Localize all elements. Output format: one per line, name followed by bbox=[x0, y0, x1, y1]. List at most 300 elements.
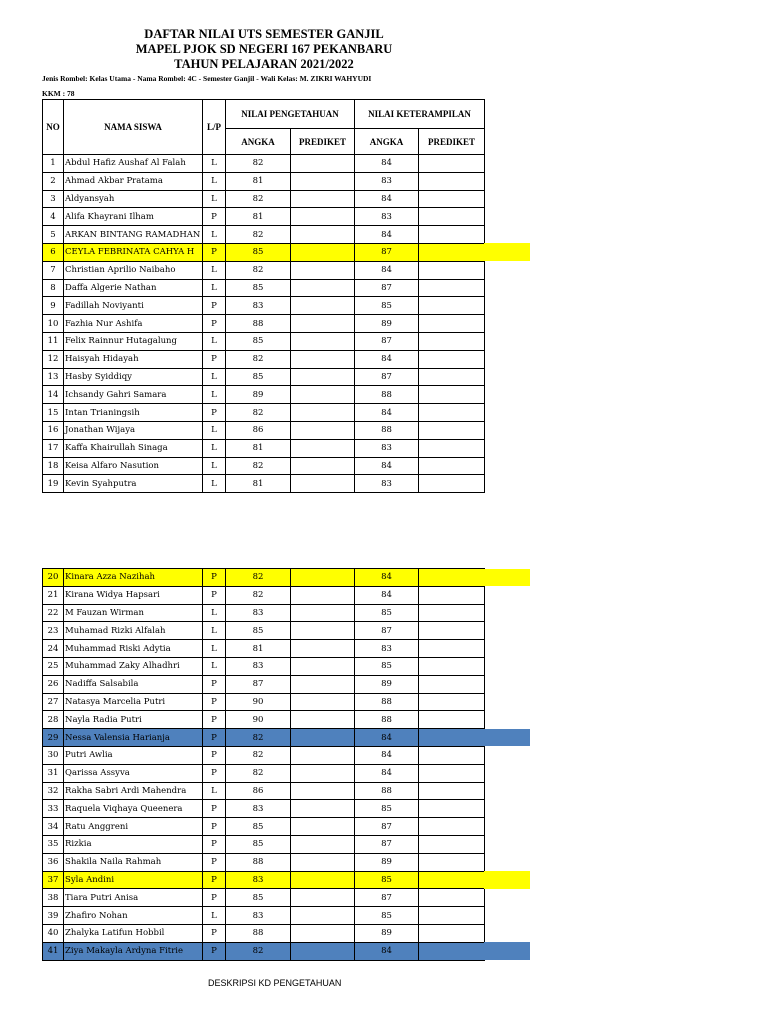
title-line-1: DAFTAR NILAI UTS SEMESTER GANJIL bbox=[144, 27, 384, 41]
cell-predikat-pengetahuan bbox=[291, 586, 355, 604]
cell-nama: Hasby Syiddiqy bbox=[64, 368, 203, 386]
cell-predikat-keterampilan bbox=[419, 800, 485, 818]
cell-angka-pengetahuan: 83 bbox=[226, 871, 291, 889]
cell-nama: Muhammad Riski Adytia bbox=[64, 640, 203, 658]
cell-predikat-pengetahuan bbox=[291, 279, 355, 297]
cell-predikat-keterampilan bbox=[419, 640, 485, 658]
cell-predikat-keterampilan bbox=[419, 693, 485, 711]
table-row bbox=[43, 835, 485, 853]
col-header-keterampilan: NILAI KETERAMPILAN bbox=[355, 100, 485, 129]
cell-no: 6 bbox=[43, 243, 64, 261]
cell-no: 1 bbox=[43, 155, 64, 173]
cell-no: 30 bbox=[43, 746, 64, 764]
cell-predikat-keterampilan bbox=[419, 439, 485, 457]
cell-angka-keterampilan: 84 bbox=[355, 746, 419, 764]
cell-predikat-keterampilan bbox=[419, 243, 485, 261]
cell-angka-keterampilan: 87 bbox=[355, 818, 419, 836]
cell-angka-pengetahuan: 85 bbox=[226, 818, 291, 836]
cell-angka-keterampilan: 84 bbox=[355, 586, 419, 604]
table-row bbox=[43, 172, 485, 190]
cell-lp: P bbox=[203, 404, 226, 422]
cell-angka-keterampilan: 84 bbox=[355, 764, 419, 782]
cell-lp: P bbox=[203, 350, 226, 368]
cell-angka-keterampilan: 84 bbox=[355, 226, 419, 244]
cell-no: 14 bbox=[43, 386, 64, 404]
cell-predikat-keterampilan bbox=[419, 711, 485, 729]
cell-lp: P bbox=[203, 675, 226, 693]
cell-lp: L bbox=[203, 190, 226, 208]
table-row bbox=[43, 439, 485, 457]
cell-angka-pengetahuan: 82 bbox=[226, 404, 291, 422]
cell-predikat-pengetahuan bbox=[291, 835, 355, 853]
cell-no: 33 bbox=[43, 800, 64, 818]
cell-predikat-pengetahuan bbox=[291, 190, 355, 208]
cell-no: 41 bbox=[43, 942, 64, 960]
cell-angka-pengetahuan: 83 bbox=[226, 604, 291, 622]
cell-nama: Nessa Valensia Harianja bbox=[64, 729, 203, 747]
cell-predikat-pengetahuan bbox=[291, 907, 355, 925]
cell-lp: P bbox=[203, 693, 226, 711]
cell-angka-keterampilan: 84 bbox=[355, 155, 419, 173]
cell-nama: Syla Andini bbox=[64, 871, 203, 889]
cell-lp: P bbox=[203, 924, 226, 942]
cell-nama: Rakha Sabri Ardi Mahendra bbox=[64, 782, 203, 800]
cell-no: 16 bbox=[43, 421, 64, 439]
cell-nama: Kevin Syahputra bbox=[64, 475, 203, 493]
cell-nama: Fadillah Noviyanti bbox=[64, 297, 203, 315]
cell-lp: P bbox=[203, 800, 226, 818]
cell-no: 29 bbox=[43, 729, 64, 747]
cell-predikat-pengetahuan bbox=[291, 746, 355, 764]
cell-nama: Zhalyka Latifun Hobbil bbox=[64, 924, 203, 942]
cell-lp: P bbox=[203, 942, 226, 960]
cell-angka-keterampilan: 87 bbox=[355, 243, 419, 261]
cell-predikat-pengetahuan bbox=[291, 924, 355, 942]
cell-no: 35 bbox=[43, 835, 64, 853]
cell-predikat-pengetahuan bbox=[291, 350, 355, 368]
cell-no: 9 bbox=[43, 297, 64, 315]
cell-angka-pengetahuan: 85 bbox=[226, 368, 291, 386]
cell-predikat-keterampilan bbox=[419, 729, 485, 747]
table-row bbox=[43, 746, 485, 764]
cell-angka-pengetahuan: 83 bbox=[226, 907, 291, 925]
cell-predikat-pengetahuan bbox=[291, 457, 355, 475]
cell-predikat-pengetahuan bbox=[291, 657, 355, 675]
cell-angka-keterampilan: 88 bbox=[355, 693, 419, 711]
table-row bbox=[43, 226, 485, 244]
cell-predikat-pengetahuan bbox=[291, 871, 355, 889]
table-row bbox=[43, 261, 485, 279]
cell-predikat-pengetahuan bbox=[291, 439, 355, 457]
cell-angka-pengetahuan: 85 bbox=[226, 835, 291, 853]
table-row bbox=[43, 800, 485, 818]
cell-predikat-keterampilan bbox=[419, 586, 485, 604]
cell-lp: P bbox=[203, 853, 226, 871]
cell-lp: L bbox=[203, 279, 226, 297]
col-header-lp: L/P bbox=[203, 100, 226, 155]
table-row bbox=[43, 657, 485, 675]
cell-angka-keterampilan: 89 bbox=[355, 853, 419, 871]
table-row bbox=[43, 604, 485, 622]
table-row bbox=[43, 457, 485, 475]
footer-label: DESKRIPSI KD PENGETAHUAN bbox=[208, 978, 342, 988]
cell-lp: P bbox=[203, 729, 226, 747]
table-row bbox=[43, 889, 485, 907]
cell-no: 18 bbox=[43, 457, 64, 475]
cell-nama: Ahmad Akbar Pratama bbox=[64, 172, 203, 190]
cell-nama: Rizkia bbox=[64, 835, 203, 853]
cell-angka-keterampilan: 84 bbox=[355, 729, 419, 747]
cell-predikat-pengetahuan bbox=[291, 332, 355, 350]
cell-angka-pengetahuan: 82 bbox=[226, 261, 291, 279]
table-row bbox=[43, 711, 485, 729]
table-row bbox=[43, 569, 485, 587]
cell-no: 8 bbox=[43, 279, 64, 297]
cell-predikat-pengetahuan bbox=[291, 818, 355, 836]
cell-no: 12 bbox=[43, 350, 64, 368]
cell-nama: Nayla Radia Putri bbox=[64, 711, 203, 729]
cell-lp: P bbox=[203, 818, 226, 836]
cell-nama: Christian Aprilio Naibaho bbox=[64, 261, 203, 279]
cell-nama: Alifa Khayrani Ilham bbox=[64, 208, 203, 226]
cell-angka-keterampilan: 83 bbox=[355, 640, 419, 658]
cell-angka-keterampilan: 88 bbox=[355, 386, 419, 404]
cell-nama: Shakila Naila Rahmah bbox=[64, 853, 203, 871]
cell-lp: P bbox=[203, 315, 226, 333]
cell-no: 2 bbox=[43, 172, 64, 190]
cell-angka-pengetahuan: 81 bbox=[226, 208, 291, 226]
cell-predikat-pengetahuan bbox=[291, 675, 355, 693]
cell-predikat-pengetahuan bbox=[291, 297, 355, 315]
cell-predikat-keterampilan bbox=[419, 475, 485, 493]
cell-angka-keterampilan: 84 bbox=[355, 350, 419, 368]
cell-nama: Ichsandy Gahri Samara bbox=[64, 386, 203, 404]
cell-predikat-pengetahuan bbox=[291, 729, 355, 747]
cell-lp: P bbox=[203, 764, 226, 782]
cell-predikat-pengetahuan bbox=[291, 404, 355, 422]
col-header-predikat-pengetahuan: PREDIKET bbox=[291, 129, 355, 155]
cell-predikat-keterampilan bbox=[419, 155, 485, 173]
cell-predikat-keterampilan bbox=[419, 261, 485, 279]
cell-predikat-pengetahuan bbox=[291, 889, 355, 907]
cell-predikat-keterampilan bbox=[419, 457, 485, 475]
cell-lp: L bbox=[203, 622, 226, 640]
table-row bbox=[43, 871, 485, 889]
cell-predikat-keterampilan bbox=[419, 368, 485, 386]
cell-angka-pengetahuan: 86 bbox=[226, 421, 291, 439]
table-row bbox=[43, 764, 485, 782]
cell-no: 25 bbox=[43, 657, 64, 675]
cell-lp: L bbox=[203, 782, 226, 800]
cell-angka-pengetahuan: 82 bbox=[226, 155, 291, 173]
cell-lp: P bbox=[203, 871, 226, 889]
table-row bbox=[43, 782, 485, 800]
cell-no: 26 bbox=[43, 675, 64, 693]
table-row bbox=[43, 640, 485, 658]
cell-predikat-keterampilan bbox=[419, 208, 485, 226]
cell-lp: L bbox=[203, 421, 226, 439]
cell-predikat-pengetahuan bbox=[291, 155, 355, 173]
cell-nama: Jonathan Wijaya bbox=[64, 421, 203, 439]
cell-angka-keterampilan: 83 bbox=[355, 172, 419, 190]
cell-angka-pengetahuan: 81 bbox=[226, 640, 291, 658]
cell-predikat-pengetahuan bbox=[291, 711, 355, 729]
table-row bbox=[43, 818, 485, 836]
cell-no: 21 bbox=[43, 586, 64, 604]
cell-nama: Putri Awlia bbox=[64, 746, 203, 764]
grades-table-page1 bbox=[42, 99, 485, 493]
cell-predikat-pengetahuan bbox=[291, 315, 355, 333]
cell-angka-keterampilan: 83 bbox=[355, 208, 419, 226]
table-row bbox=[43, 586, 485, 604]
table-row bbox=[43, 907, 485, 925]
cell-angka-pengetahuan: 82 bbox=[226, 457, 291, 475]
cell-no: 20 bbox=[43, 569, 64, 587]
cell-angka-keterampilan: 87 bbox=[355, 279, 419, 297]
cell-predikat-keterampilan bbox=[419, 818, 485, 836]
cell-angka-pengetahuan: 88 bbox=[226, 853, 291, 871]
cell-no: 13 bbox=[43, 368, 64, 386]
cell-no: 4 bbox=[43, 208, 64, 226]
cell-angka-keterampilan: 85 bbox=[355, 604, 419, 622]
cell-nama: Ratu Anggreni bbox=[64, 818, 203, 836]
cell-predikat-keterampilan bbox=[419, 622, 485, 640]
cell-predikat-pengetahuan bbox=[291, 942, 355, 960]
cell-predikat-keterampilan bbox=[419, 386, 485, 404]
cell-angka-keterampilan: 87 bbox=[355, 332, 419, 350]
cell-nama: Fazhia Nur Ashifa bbox=[64, 315, 203, 333]
cell-predikat-keterampilan bbox=[419, 172, 485, 190]
cell-predikat-pengetahuan bbox=[291, 243, 355, 261]
cell-angka-pengetahuan: 81 bbox=[226, 439, 291, 457]
cell-nama: Tiara Putri Anisa bbox=[64, 889, 203, 907]
table-row bbox=[43, 942, 485, 960]
cell-predikat-keterampilan bbox=[419, 569, 485, 587]
cell-predikat-keterampilan bbox=[419, 404, 485, 422]
cell-angka-keterampilan: 83 bbox=[355, 439, 419, 457]
row-highlight-extension bbox=[484, 942, 530, 960]
cell-angka-pengetahuan: 83 bbox=[226, 800, 291, 818]
table-row bbox=[43, 155, 485, 173]
table-row bbox=[43, 421, 485, 439]
cell-predikat-pengetahuan bbox=[291, 604, 355, 622]
cell-angka-pengetahuan: 90 bbox=[226, 711, 291, 729]
cell-predikat-pengetahuan bbox=[291, 693, 355, 711]
kkm-label: KKM : 78 bbox=[42, 89, 75, 98]
cell-predikat-keterampilan bbox=[419, 853, 485, 871]
cell-no: 11 bbox=[43, 332, 64, 350]
cell-angka-pengetahuan: 87 bbox=[226, 675, 291, 693]
cell-lp: P bbox=[203, 208, 226, 226]
cell-angka-pengetahuan: 82 bbox=[226, 350, 291, 368]
cell-no: 37 bbox=[43, 871, 64, 889]
cell-angka-keterampilan: 88 bbox=[355, 421, 419, 439]
cell-angka-keterampilan: 88 bbox=[355, 782, 419, 800]
cell-angka-keterampilan: 85 bbox=[355, 907, 419, 925]
table-row bbox=[43, 279, 485, 297]
table-body-page2 bbox=[43, 569, 485, 961]
cell-predikat-pengetahuan bbox=[291, 782, 355, 800]
cell-angka-keterampilan: 85 bbox=[355, 871, 419, 889]
cell-no: 32 bbox=[43, 782, 64, 800]
cell-no: 27 bbox=[43, 693, 64, 711]
cell-predikat-pengetahuan bbox=[291, 764, 355, 782]
cell-angka-keterampilan: 87 bbox=[355, 368, 419, 386]
cell-angka-keterampilan: 89 bbox=[355, 315, 419, 333]
cell-angka-keterampilan: 89 bbox=[355, 924, 419, 942]
cell-lp: L bbox=[203, 226, 226, 244]
cell-angka-keterampilan: 88 bbox=[355, 711, 419, 729]
table-row bbox=[43, 693, 485, 711]
table-row bbox=[43, 332, 485, 350]
cell-no: 28 bbox=[43, 711, 64, 729]
cell-angka-pengetahuan: 82 bbox=[226, 764, 291, 782]
cell-predikat-keterampilan bbox=[419, 657, 485, 675]
class-info: Jenis Rombel: Kelas Utama - Nama Rombel: 4C - Semester Ganjil - Wali Kelas: M. ZIKRI WAHYUDI bbox=[42, 74, 372, 83]
cell-predikat-pengetahuan bbox=[291, 172, 355, 190]
table-row bbox=[43, 368, 485, 386]
table-row bbox=[43, 404, 485, 422]
cell-lp: L bbox=[203, 155, 226, 173]
table-row bbox=[43, 350, 485, 368]
cell-nama: CEYLA FEBRINATA CAHYA H bbox=[64, 243, 203, 261]
cell-angka-keterampilan: 87 bbox=[355, 622, 419, 640]
cell-predikat-pengetahuan bbox=[291, 421, 355, 439]
cell-lp: L bbox=[203, 261, 226, 279]
cell-predikat-pengetahuan bbox=[291, 261, 355, 279]
cell-nama: Daffa Algerie Nathan bbox=[64, 279, 203, 297]
grades-table-page2 bbox=[42, 568, 485, 961]
cell-angka-pengetahuan: 83 bbox=[226, 657, 291, 675]
cell-angka-keterampilan: 84 bbox=[355, 190, 419, 208]
table-row bbox=[43, 386, 485, 404]
cell-lp: L bbox=[203, 368, 226, 386]
cell-no: 39 bbox=[43, 907, 64, 925]
cell-no: 10 bbox=[43, 315, 64, 333]
cell-angka-pengetahuan: 81 bbox=[226, 172, 291, 190]
cell-lp: P bbox=[203, 835, 226, 853]
table-row bbox=[43, 924, 485, 942]
cell-angka-pengetahuan: 82 bbox=[226, 729, 291, 747]
cell-predikat-pengetahuan bbox=[291, 800, 355, 818]
cell-lp: L bbox=[203, 657, 226, 675]
table-row bbox=[43, 208, 485, 226]
table-row bbox=[43, 729, 485, 747]
row-highlight-extension bbox=[484, 729, 530, 747]
cell-predikat-pengetahuan bbox=[291, 208, 355, 226]
cell-nama: Keisa Alfaro Nasution bbox=[64, 457, 203, 475]
cell-angka-pengetahuan: 82 bbox=[226, 942, 291, 960]
cell-no: 38 bbox=[43, 889, 64, 907]
cell-predikat-keterampilan bbox=[419, 907, 485, 925]
cell-lp: P bbox=[203, 586, 226, 604]
cell-predikat-keterampilan bbox=[419, 315, 485, 333]
cell-predikat-keterampilan bbox=[419, 332, 485, 350]
cell-nama: Kinara Azza Nazihah bbox=[64, 569, 203, 587]
cell-lp: L bbox=[203, 907, 226, 925]
cell-angka-keterampilan: 84 bbox=[355, 569, 419, 587]
cell-predikat-keterampilan bbox=[419, 675, 485, 693]
cell-angka-pengetahuan: 82 bbox=[226, 746, 291, 764]
cell-no: 15 bbox=[43, 404, 64, 422]
cell-lp: L bbox=[203, 457, 226, 475]
cell-predikat-pengetahuan bbox=[291, 226, 355, 244]
cell-angka-pengetahuan: 85 bbox=[226, 889, 291, 907]
cell-predikat-keterampilan bbox=[419, 942, 485, 960]
cell-lp: L bbox=[203, 640, 226, 658]
cell-angka-pengetahuan: 85 bbox=[226, 279, 291, 297]
cell-lp: L bbox=[203, 172, 226, 190]
cell-angka-keterampilan: 84 bbox=[355, 261, 419, 279]
cell-predikat-keterampilan bbox=[419, 421, 485, 439]
table-row bbox=[43, 622, 485, 640]
cell-angka-keterampilan: 87 bbox=[355, 889, 419, 907]
cell-angka-pengetahuan: 82 bbox=[226, 586, 291, 604]
table-row bbox=[43, 675, 485, 693]
cell-no: 24 bbox=[43, 640, 64, 658]
table-row bbox=[43, 315, 485, 333]
cell-angka-pengetahuan: 86 bbox=[226, 782, 291, 800]
col-header-angka-keterampilan: ANGKA bbox=[355, 129, 419, 155]
cell-nama: Muhammad Zaky Alhadhri bbox=[64, 657, 203, 675]
cell-no: 34 bbox=[43, 818, 64, 836]
cell-angka-pengetahuan: 85 bbox=[226, 243, 291, 261]
cell-predikat-keterampilan bbox=[419, 297, 485, 315]
cell-lp: P bbox=[203, 297, 226, 315]
cell-angka-keterampilan: 84 bbox=[355, 404, 419, 422]
cell-no: 40 bbox=[43, 924, 64, 942]
cell-lp: L bbox=[203, 439, 226, 457]
cell-angka-keterampilan: 85 bbox=[355, 800, 419, 818]
cell-angka-pengetahuan: 90 bbox=[226, 693, 291, 711]
cell-predikat-pengetahuan bbox=[291, 622, 355, 640]
cell-angka-keterampilan: 83 bbox=[355, 475, 419, 493]
cell-predikat-keterampilan bbox=[419, 764, 485, 782]
cell-no: 31 bbox=[43, 764, 64, 782]
cell-predikat-pengetahuan bbox=[291, 475, 355, 493]
cell-no: 7 bbox=[43, 261, 64, 279]
title-line-2: MAPEL PJOK SD NEGERI 167 PEKANBARU bbox=[135, 42, 393, 56]
cell-no: 5 bbox=[43, 226, 64, 244]
cell-nama: Felix Rainnur Hutagalung bbox=[64, 332, 203, 350]
cell-nama: Kaffa Khairullah Sinaga bbox=[64, 439, 203, 457]
cell-angka-keterampilan: 85 bbox=[355, 657, 419, 675]
cell-predikat-pengetahuan bbox=[291, 368, 355, 386]
table-row bbox=[43, 297, 485, 315]
cell-predikat-keterampilan bbox=[419, 835, 485, 853]
cell-nama: Ziya Makayla Ardyna Fitrie bbox=[64, 942, 203, 960]
table-row bbox=[43, 190, 485, 208]
cell-predikat-keterampilan bbox=[419, 871, 485, 889]
cell-angka-pengetahuan: 83 bbox=[226, 297, 291, 315]
cell-lp: P bbox=[203, 746, 226, 764]
cell-no: 19 bbox=[43, 475, 64, 493]
cell-angka-pengetahuan: 82 bbox=[226, 226, 291, 244]
cell-nama: Haisyah Hidayah bbox=[64, 350, 203, 368]
cell-nama: M Fauzan Wirman bbox=[64, 604, 203, 622]
cell-angka-keterampilan: 85 bbox=[355, 297, 419, 315]
cell-angka-pengetahuan: 85 bbox=[226, 332, 291, 350]
col-header-nama: NAMA SISWA bbox=[64, 100, 203, 155]
row-highlight-extension bbox=[484, 243, 530, 261]
cell-lp: L bbox=[203, 386, 226, 404]
cell-predikat-keterampilan bbox=[419, 604, 485, 622]
cell-lp: P bbox=[203, 711, 226, 729]
cell-no: 36 bbox=[43, 853, 64, 871]
cell-nama: Kirana Widya Hapsari bbox=[64, 586, 203, 604]
cell-predikat-pengetahuan bbox=[291, 640, 355, 658]
cell-lp: L bbox=[203, 604, 226, 622]
